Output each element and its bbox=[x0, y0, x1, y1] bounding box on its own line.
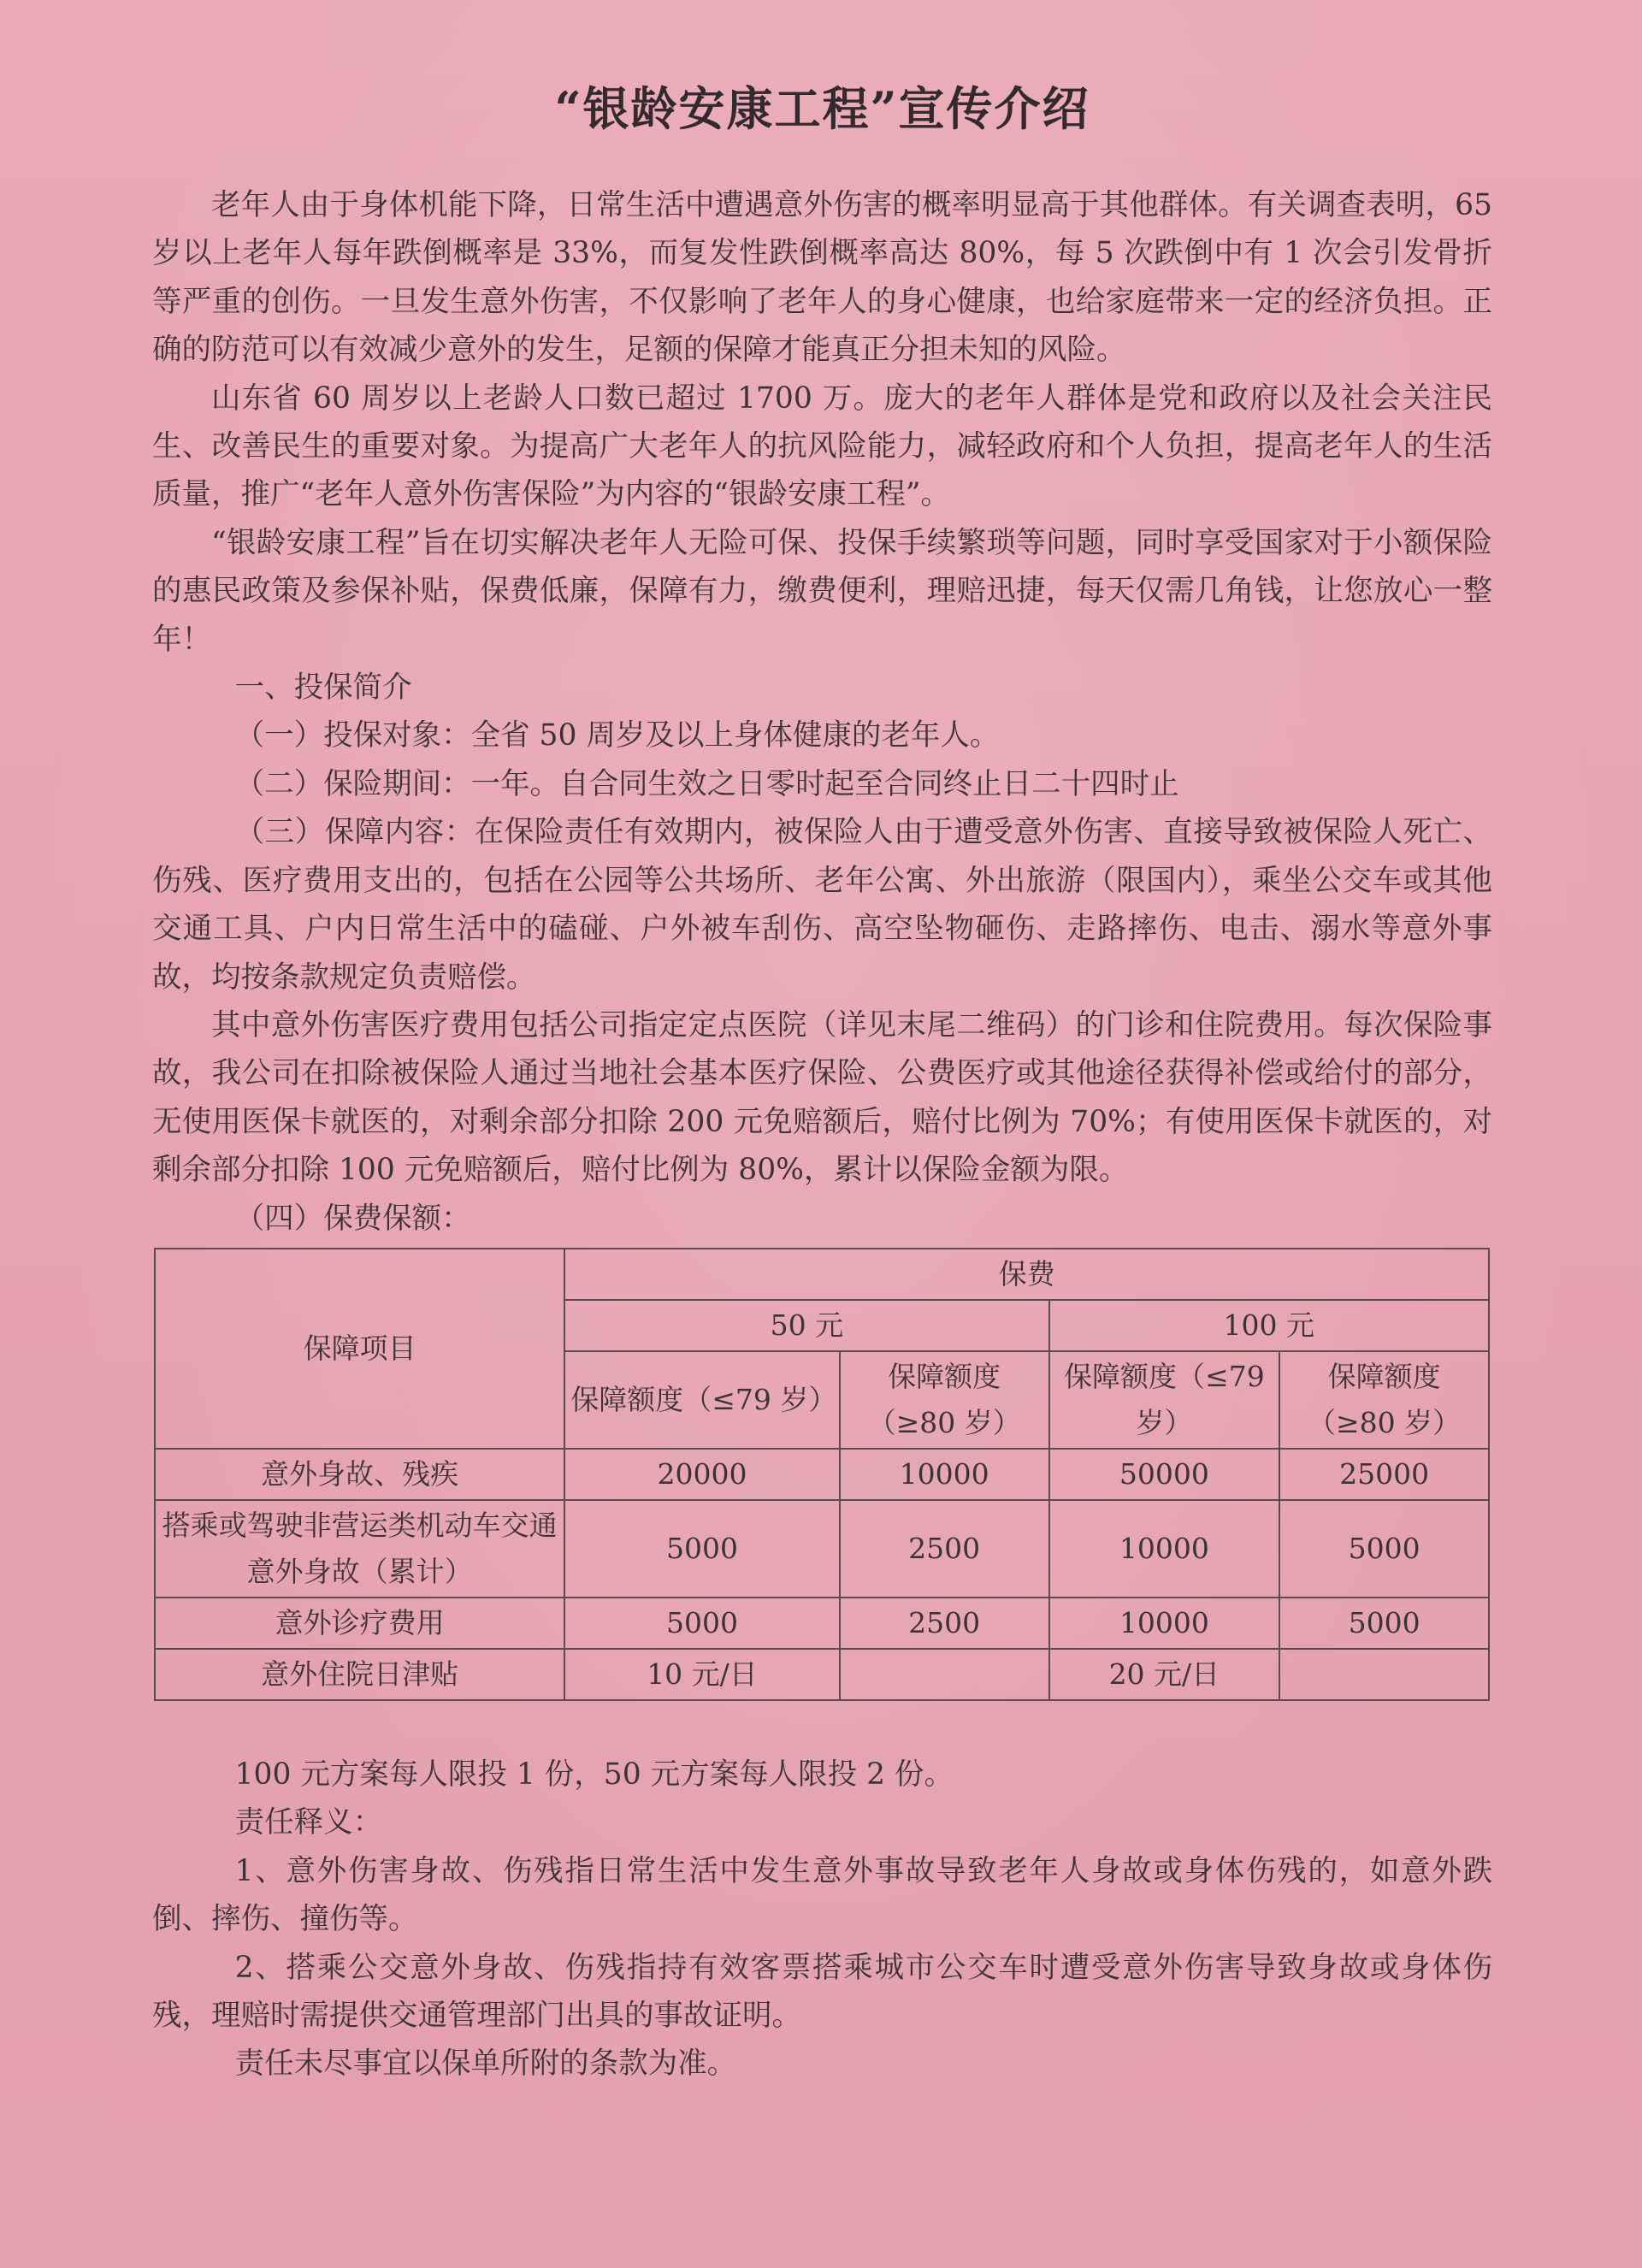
table-header-plan-50: 50 元 bbox=[564, 1300, 1048, 1351]
table-cell bbox=[840, 1649, 1049, 1700]
table-cell-item: 意外身故、残疾 bbox=[155, 1449, 564, 1500]
document-page bbox=[0, 79, 1642, 2268]
section-heading-insurance-overview: 一、投保简介 bbox=[234, 670, 412, 706]
paragraph-intro: 老年人由于身体机能下降，日常生活中遭遇意外伤害的概率明显高于其他群体。有关调查表明，65 岁以上老年人每年跌倒概率是 33%，而复发性跌倒概率高达 80%，每 5 次跌倒中有 1 次会引发骨折等严重的创伤。一旦发生意外伤害，不仅影响了老年人的身心健康，也给家庭带来一定的经济负担。正确的防范可以有效减少意外的发生，足额的保障才能真正分担未知的风险。 bbox=[152, 188, 1492, 368]
duty-explanation-2: 2、搭乘公交意外身故、伤残指持有效客票搭乘城市公交车时遭受意外伤害导致身故或身体伤残，理赔时需提供交通管理部门出具的事故证明。 bbox=[152, 1950, 1492, 2033]
table-header-100-ge80: 保障额度（≥80 岁） bbox=[1279, 1351, 1489, 1449]
table-cell: 2500 bbox=[840, 1598, 1049, 1649]
table-cell: 5000 bbox=[1279, 1500, 1489, 1598]
paragraph-medical-expenses: 其中意外伤害医疗费用包括公司指定定点医院（详见末尾二维码）的门诊和住院费用。每次保险事故，我公司在扣除被保险人通过当地社会基本医疗保险、公费医疗或其他途径获得补偿或给付的部分，无使用医保卡就医的，对剩余部分扣除 200 元免赔额后，赔付比例为 70%；有使用医保卡就医的，对剩余部分扣除 100 元免赔额后，赔付比例为 80%，累计以保险金额为限。 bbox=[152, 1007, 1492, 1188]
purchase-limit-note: 100 元方案每人限投 1 份，50 元方案每人限投 2 份。 bbox=[234, 1757, 954, 1792]
table-row bbox=[155, 1449, 1489, 1500]
table-cell bbox=[1279, 1649, 1489, 1700]
table-header-50-ge80: 保障额度（≥80 岁） bbox=[840, 1351, 1049, 1449]
table-cell: 10000 bbox=[1049, 1598, 1280, 1649]
table-row bbox=[155, 1598, 1489, 1649]
table-cell: 10000 bbox=[1049, 1500, 1280, 1598]
table-cell-item: 搭乘或驾驶非营运类机动车交通意外身故（累计） bbox=[155, 1500, 564, 1598]
table-cell: 5000 bbox=[564, 1500, 840, 1598]
table-cell: 10000 bbox=[840, 1449, 1049, 1500]
duty-explanation-1: 1、意外伤害身故、伤残指日常生活中发生意外事故导致老年人身故或身体伤残的，如意外跌倒、摔伤、撞伤等。 bbox=[152, 1853, 1492, 1937]
table-header-coverage-item: 保障项目 bbox=[155, 1249, 564, 1449]
table-header-50-le79: 保障额度（≤79 岁） bbox=[564, 1351, 840, 1449]
duty-explanation-heading: 责任释义： bbox=[234, 1805, 383, 1840]
table-cell: 10 元/日 bbox=[564, 1649, 840, 1700]
page-title: “银龄安康工程”宣传介绍 bbox=[554, 81, 1090, 136]
section-insurance-period: （二）保险期间：一年。自合同生效之日零时起至合同终止日二十四时止 bbox=[234, 766, 1179, 801]
after-table-section bbox=[152, 1751, 1492, 2088]
section-premium-coverage: （四）保费保额： bbox=[234, 1201, 471, 1236]
section-insured-target: （一）投保对象：全省 50 周岁及以上身体健康的老年人。 bbox=[234, 718, 1000, 753]
table-row bbox=[155, 1500, 1489, 1598]
table-cell: 5000 bbox=[564, 1598, 840, 1649]
table-cell-item: 意外诊疗费用 bbox=[155, 1598, 564, 1649]
table-header-100-le79: 保障额度（≤79 岁） bbox=[1049, 1351, 1280, 1449]
table-cell: 2500 bbox=[840, 1500, 1049, 1598]
document-body bbox=[152, 181, 1492, 2088]
table-cell: 20000 bbox=[564, 1449, 840, 1500]
section-coverage-content: （三）保障内容：在保险责任有效期内，被保险人由于遭受意外伤害、直接导致被保险人死亡、伤残、医疗费用支出的，包括在公园等公共场所、老年公寓、外出旅游（限国内），乘坐公交车或其他交通工具、户内日常生活中的磕碰、户外被车刮伤、高空坠物砸伤、走路摔伤、电击、溺水等意外事故，均按条款规定负责赔偿。 bbox=[152, 815, 1492, 995]
table-cell-item: 意外住院日津贴 bbox=[155, 1649, 564, 1700]
paragraph-project: “银龄安康工程”旨在切实解决老年人无险可保、投保手续繁琐等问题，同时享受国家对于小额保险的惠民政策及参保补贴，保费低廉，保障有力，缴费便利，理赔迅捷，每天仅需几角钱，让您放心一整年！ bbox=[152, 525, 1492, 657]
table-cell: 5000 bbox=[1279, 1598, 1489, 1649]
premium-coverage-table bbox=[154, 1248, 1490, 1701]
table-header-row bbox=[155, 1249, 1489, 1300]
table-header-premium: 保费 bbox=[564, 1249, 1489, 1300]
paragraph-shandong: 山东省 60 周岁以上老龄人口数已超过 1700 万。庞大的老年人群体是党和政府以及社会关注民生、改善民生的重要对象。为提高广大老年人的抗风险能力，减轻政府和个人负担，提高老年人的生活质量，推广“老年人意外伤害保险”为内容的“银龄安康工程”。 bbox=[152, 381, 1492, 512]
table-cell: 20 元/日 bbox=[1049, 1649, 1280, 1700]
table-cell: 25000 bbox=[1279, 1449, 1489, 1500]
closing-note: 责任未尽事宜以保单所附的条款为准。 bbox=[234, 2047, 737, 2082]
table-cell: 50000 bbox=[1049, 1449, 1280, 1500]
table-header-plan-100: 100 元 bbox=[1049, 1300, 1489, 1351]
table-row bbox=[155, 1649, 1489, 1700]
